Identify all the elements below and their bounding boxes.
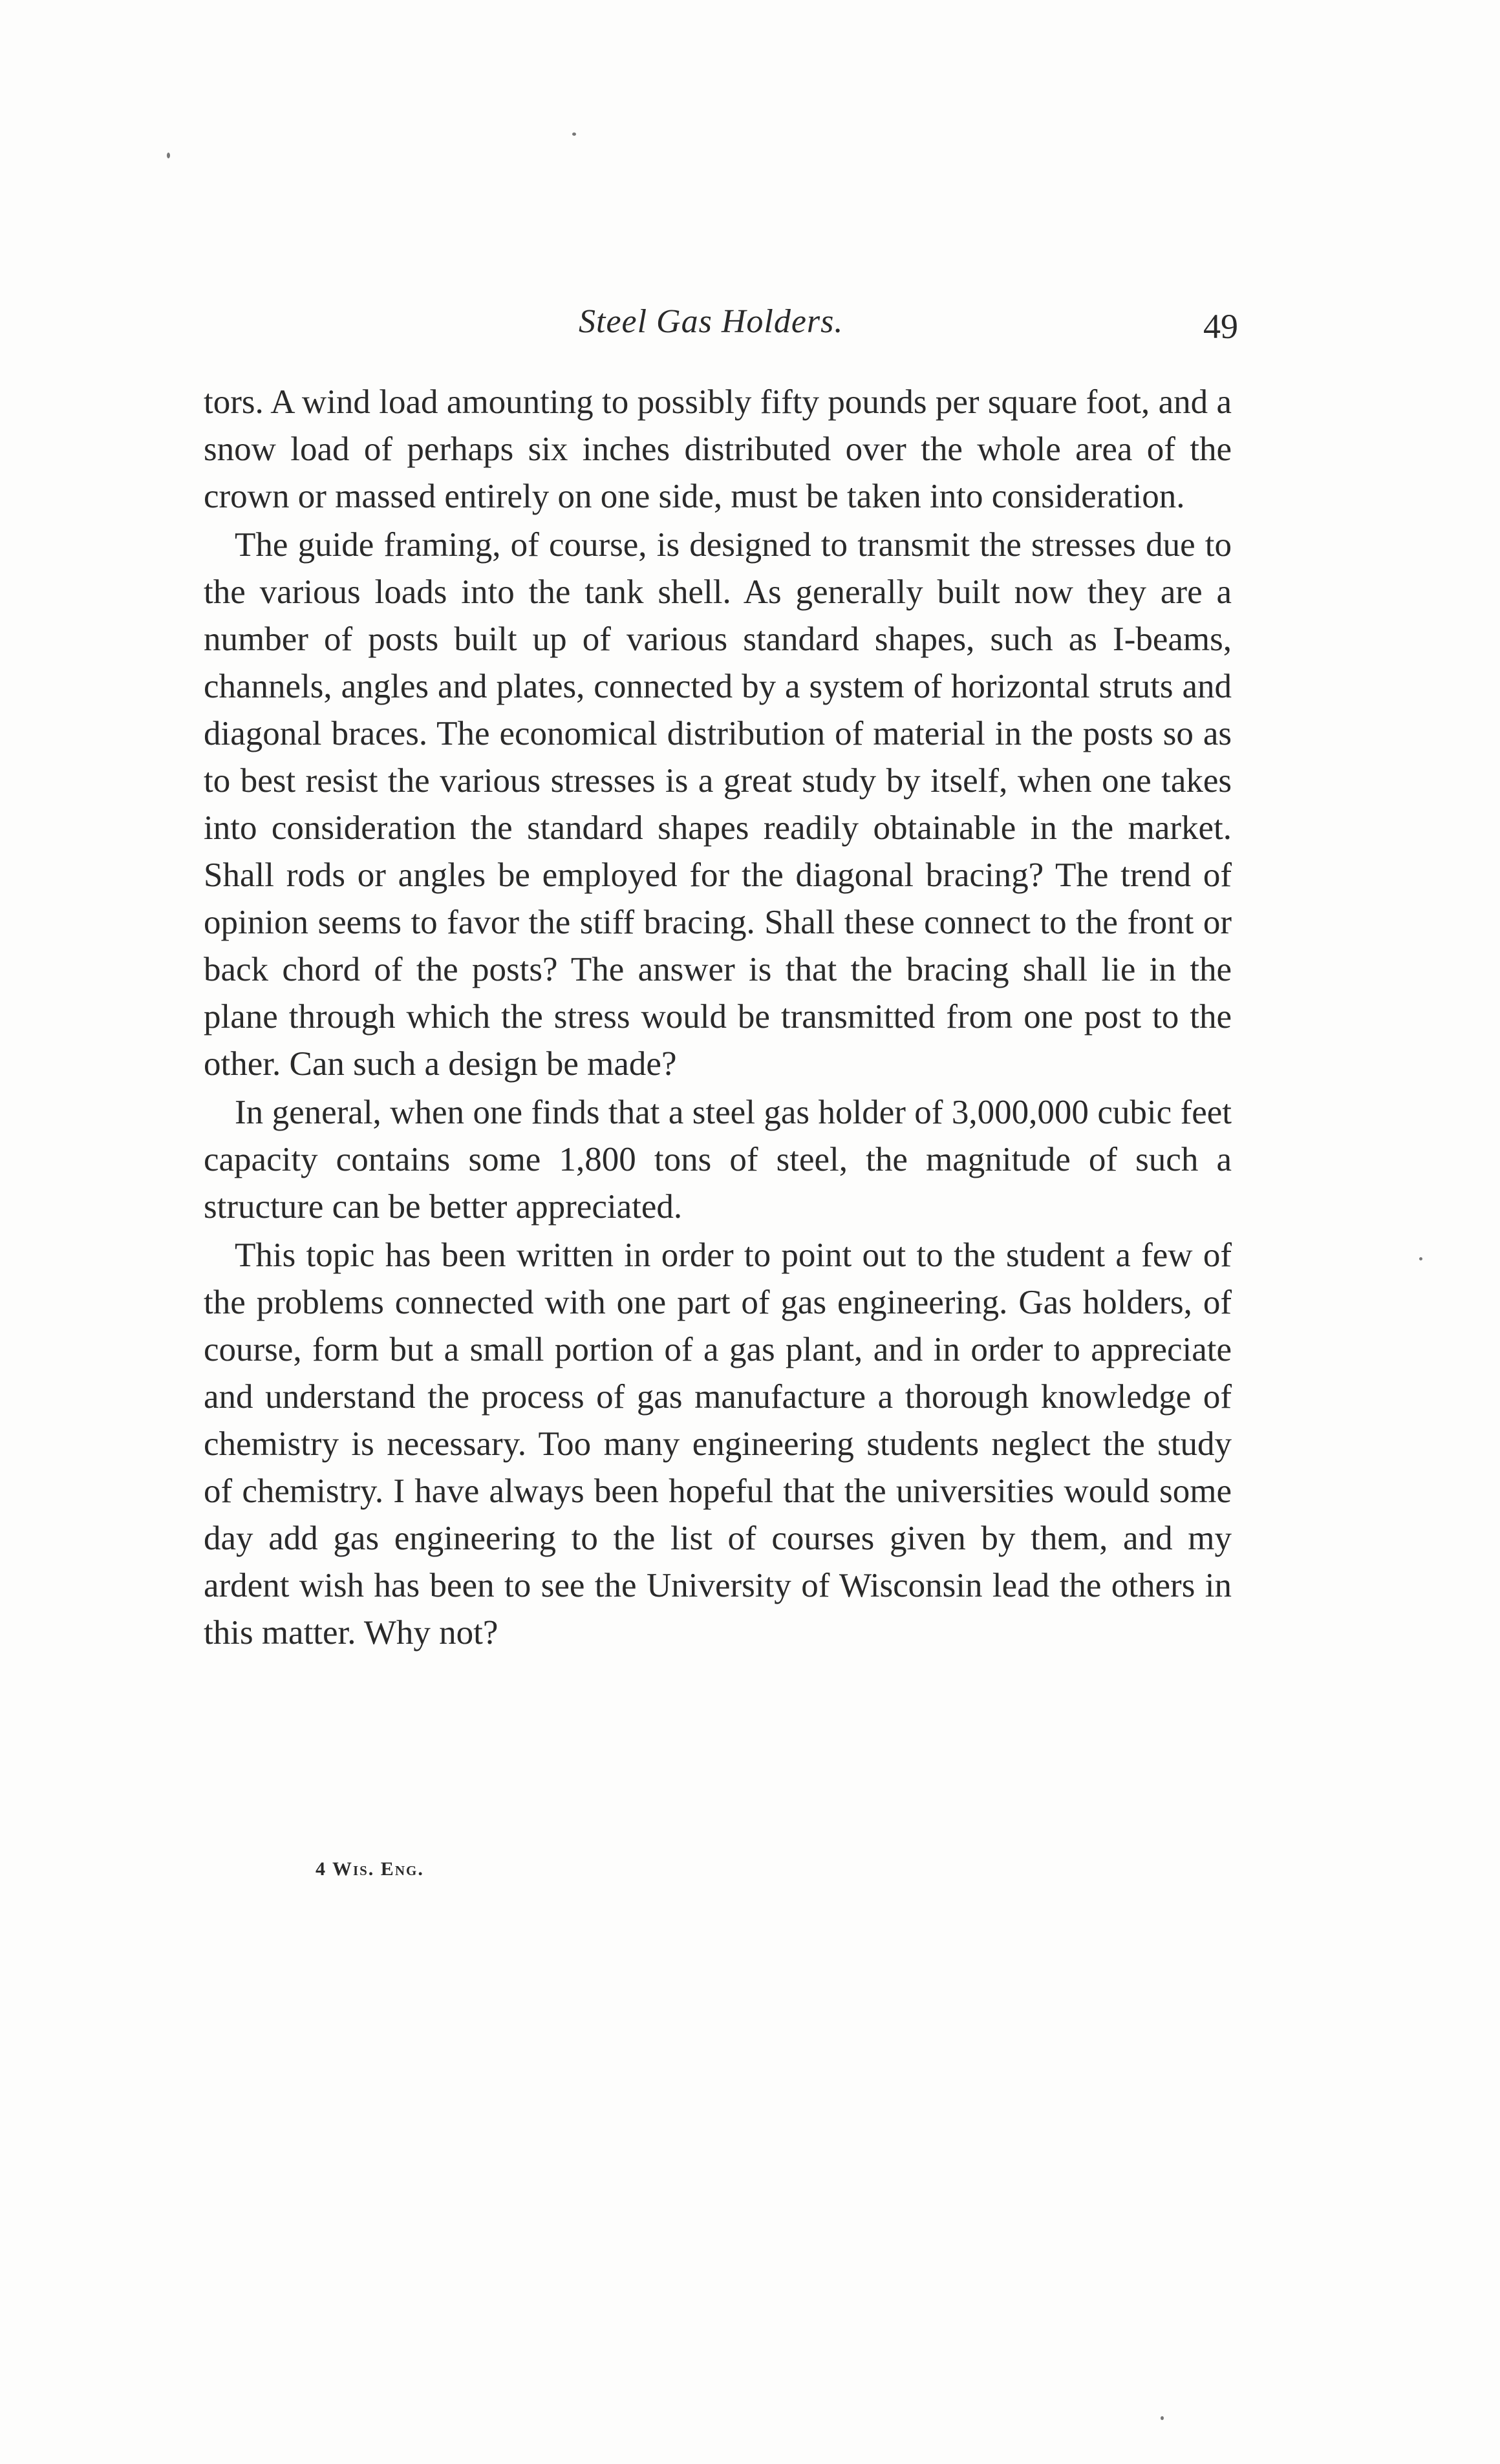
paragraph-continuation: tors. A wind load amounting to possibly fifty pounds per square foot, and a snow load of perhaps six inches distributed over the whole area of the crown or massed entirely on one side, must be taken into consideration. xyxy=(204,383,1232,515)
paragraph-conclusion: This topic has been written in order to point out to the student a few of the problems connected with one part of gas engineering. Gas holders, of course, form but a small portion of a gas plant, and in order to appreciate and understand the process of gas manufacture a thorough knowledge of chemistry is necessary. Too many engineering students neglect the study of chemistry. I have always been hopeful that the universities would some day add gas engineering to the list of courses given by them, and my ardent wish has been to see the University of Wisconsin lead the others in this matter. Why not? xyxy=(204,1237,1232,1652)
page-number: 49 xyxy=(1203,307,1238,346)
body-text xyxy=(204,379,1232,1658)
print-speck xyxy=(572,133,576,136)
running-head xyxy=(204,303,1238,354)
print-speck xyxy=(1419,1257,1422,1260)
signature-mark: 4 Wis. Eng. xyxy=(316,1858,424,1880)
print-speck xyxy=(167,153,170,158)
running-title: Steel Gas Holders. xyxy=(579,303,844,340)
paragraph-capacity: In general, when one finds that a steel gas holder of 3,000,000 cubic feet capacity contains some 1,800 tons of steel, the magnitude of such a structure can be better appreciated. xyxy=(204,1094,1232,1226)
print-speck xyxy=(1161,2416,1164,2420)
paragraph-guide-framing: The guide framing, of course, is designed to transmit the stresses due to the various loads into the tank shell. As generally built now they are a number of posts built up of various standard shapes, such as I-beams, channels, angles and plates, connected by a system of horizontal struts and diagonal braces. The economical distribution of material in the posts so as to best resist the various stresses is a great study by itself, when one takes into consideration the standard shapes readily obtainable in the market. Shall rods or angles be employed for the diagonal bracing? The trend of opinion seems to favor the stiff bracing. Shall these connect to the front or back chord of the posts? The answer is that the bracing shall lie in the plane through which the stress would be transmitted from one post to the other. Can such a design be made? xyxy=(204,526,1232,1083)
